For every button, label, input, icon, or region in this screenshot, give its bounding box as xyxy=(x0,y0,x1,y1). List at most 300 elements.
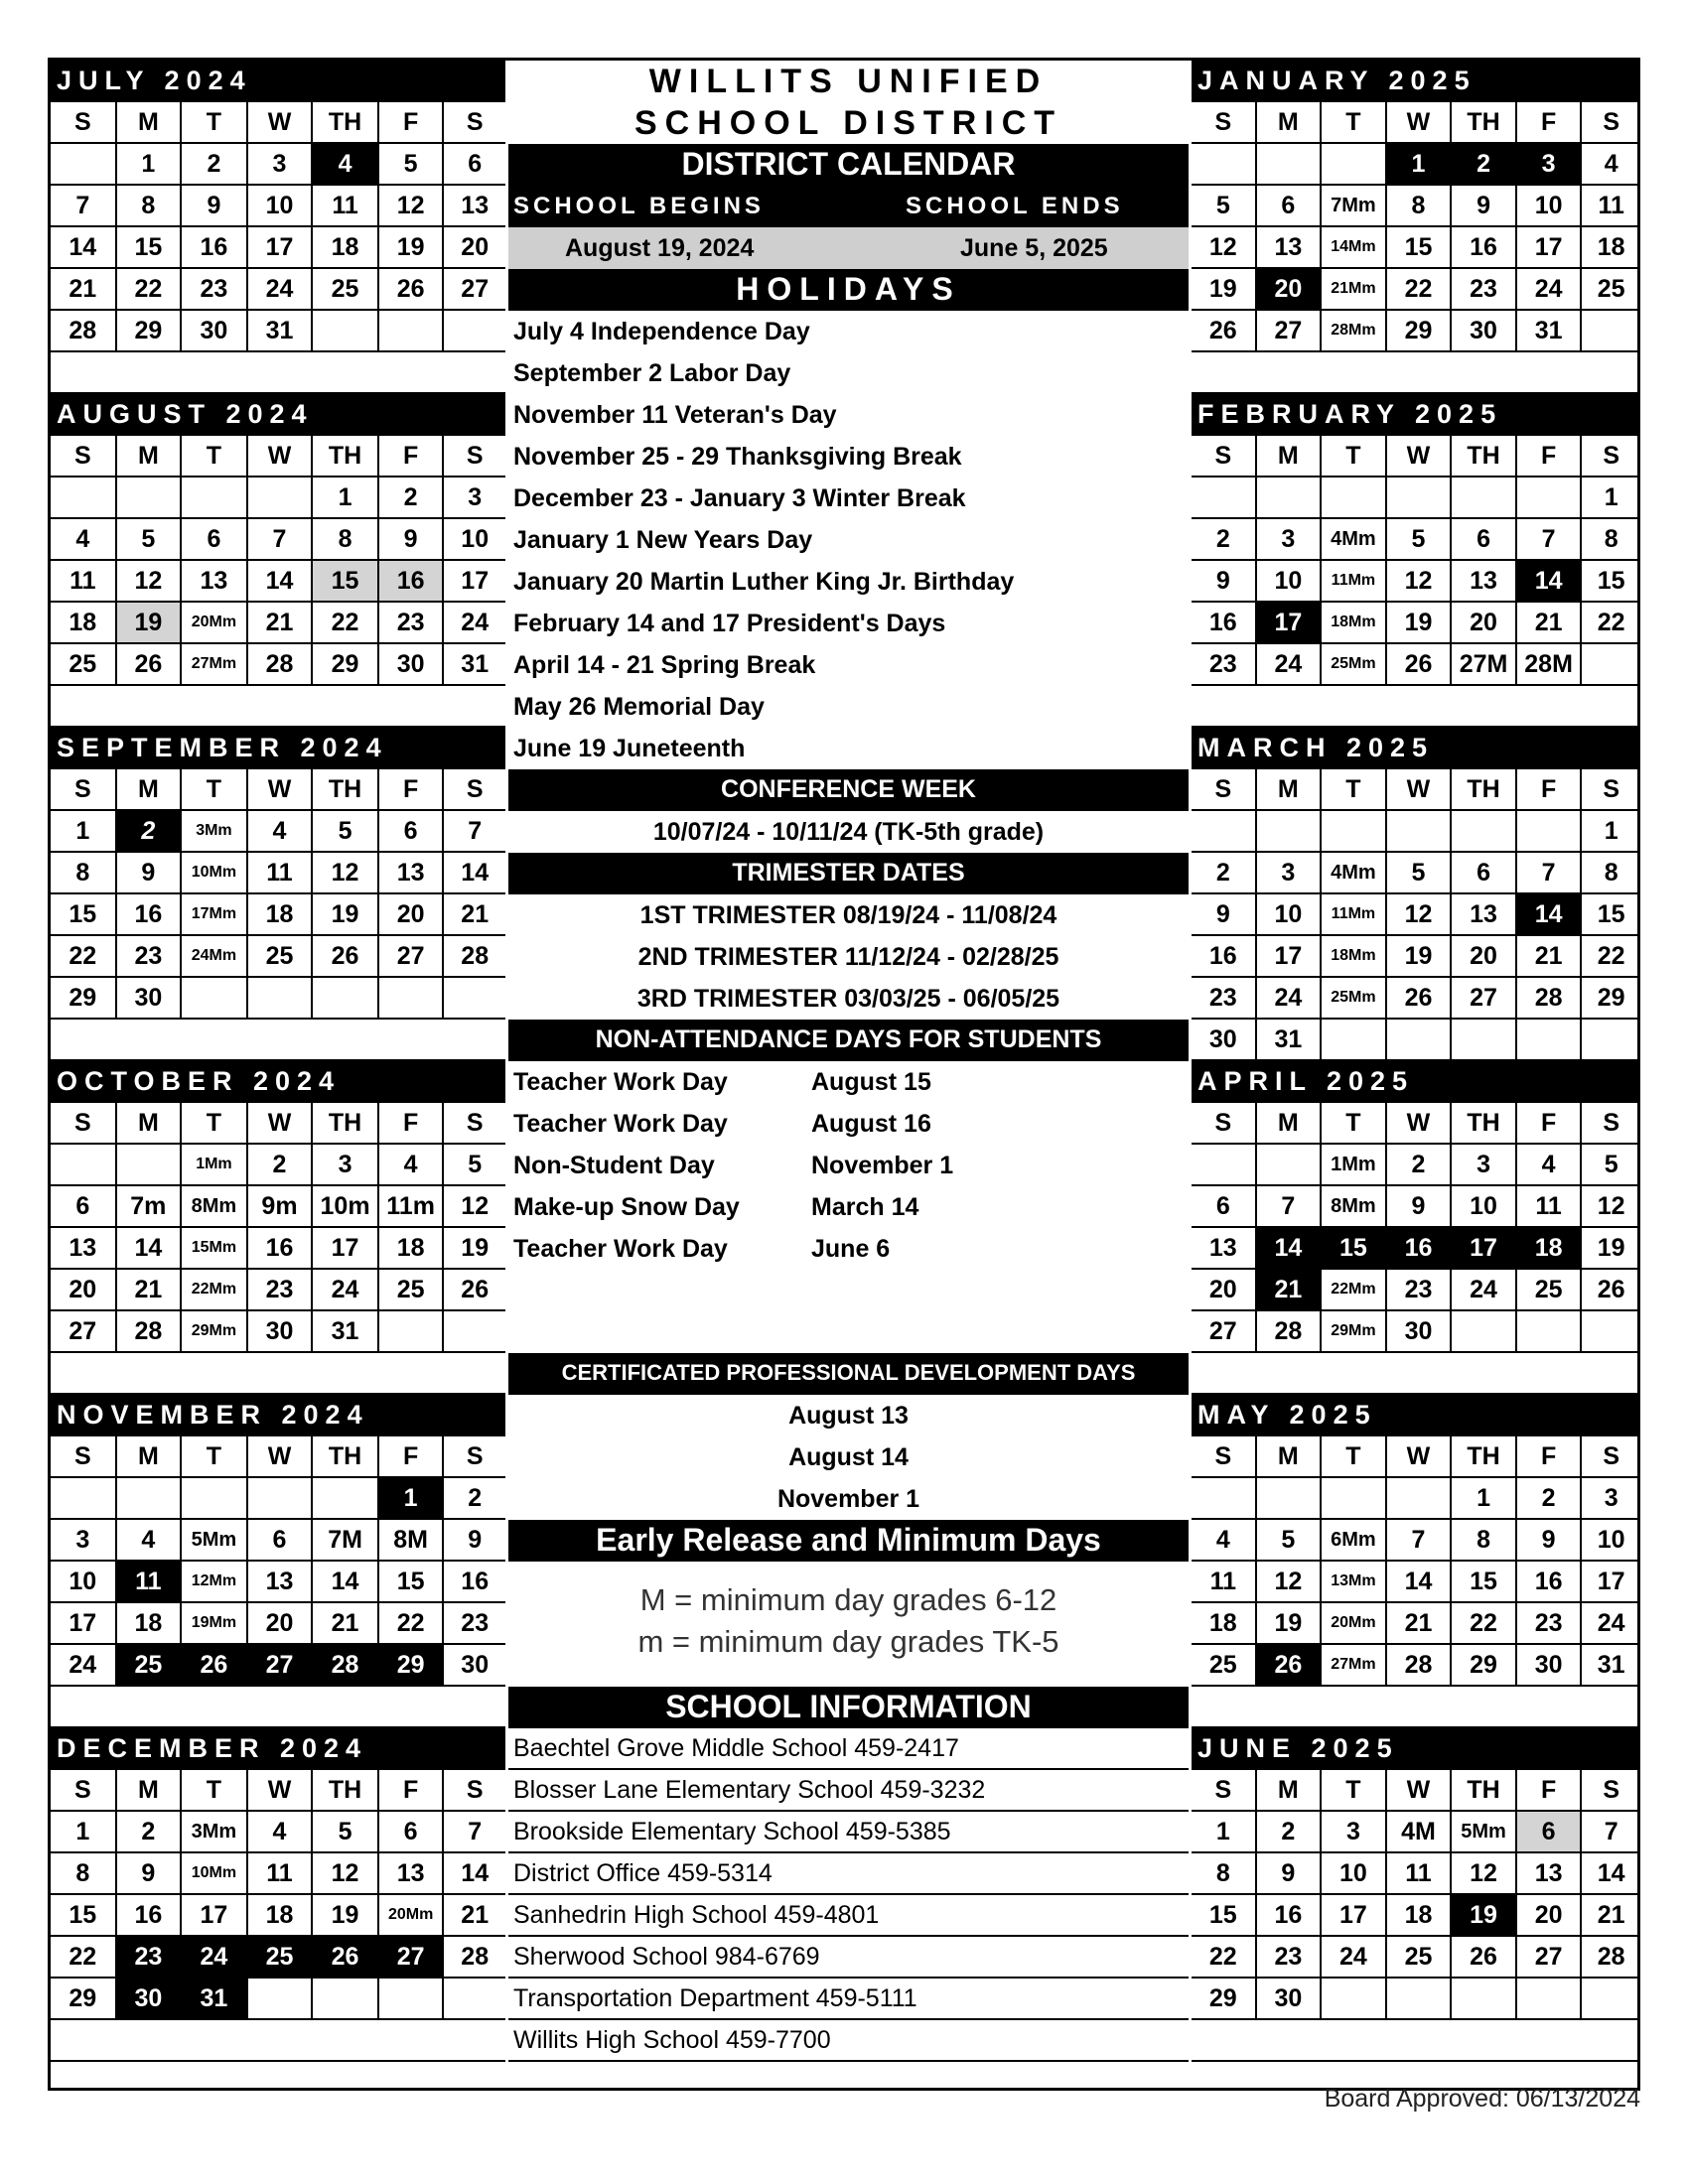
month-title: AUGUST 2024 xyxy=(51,394,505,436)
day-cell: 16 xyxy=(182,227,248,267)
week-row xyxy=(51,853,505,894)
day-cell: 19 xyxy=(313,1895,379,1935)
weekday-label: T xyxy=(182,1436,248,1476)
day-cell xyxy=(1322,144,1387,184)
day-cell: 30 xyxy=(117,1979,183,2018)
day-cell xyxy=(1257,144,1323,184)
day-cell: 17 xyxy=(1597,1567,1625,1595)
day-cell: 8 xyxy=(1387,186,1453,225)
day-cell: 28M xyxy=(1517,644,1583,684)
day-cell: 13 xyxy=(461,191,490,219)
day-cell xyxy=(1322,1979,1387,2018)
day-cell: 16 xyxy=(1517,1562,1583,1601)
school-info-item: Sanhedrin High School 459-4801 xyxy=(508,1895,1189,1937)
week-row xyxy=(51,519,505,561)
day-cell: 14 xyxy=(51,227,117,267)
day-cell: 7Mm xyxy=(1322,186,1387,225)
pd-day-item: August 13 xyxy=(788,1401,909,1430)
day-cell: 19 xyxy=(1597,1233,1625,1262)
school-info-item: Willits High School 459-7700 xyxy=(508,2020,1189,2062)
day-cell: 10 xyxy=(51,1562,117,1601)
day-cell: 7 xyxy=(1517,519,1583,559)
day-cell: 22 xyxy=(1452,1603,1517,1643)
day-cell: 8Mm xyxy=(182,1186,248,1226)
day-cell xyxy=(1192,811,1257,851)
month-spacer xyxy=(51,1687,505,1728)
week-row xyxy=(1192,1937,1640,1979)
day-cell: 13 xyxy=(182,561,248,601)
day-cell: 27Mm xyxy=(1322,1645,1387,1685)
day-cell: 4 xyxy=(313,144,379,184)
day-cell xyxy=(51,1478,117,1518)
day-cell: 19 xyxy=(117,603,183,642)
day-cell: 26 xyxy=(1387,978,1453,1018)
holidays-heading: HOLIDAYS xyxy=(508,269,1189,311)
day-cell: 3 xyxy=(1604,1483,1618,1512)
day-cell xyxy=(1257,478,1323,517)
weekday-label: S xyxy=(1603,1775,1620,1804)
day-cell: 27 xyxy=(1257,311,1323,350)
day-cell: 19 xyxy=(313,894,379,934)
day-cell: 19 xyxy=(1387,936,1453,976)
day-cell: 11 xyxy=(1192,1562,1257,1601)
month-spacer xyxy=(1192,686,1640,728)
school-dates-labels xyxy=(508,186,1189,227)
day-cell: 24 xyxy=(1257,978,1323,1018)
day-cell: 21 xyxy=(117,1270,183,1309)
weekday-label: TH xyxy=(313,1103,379,1143)
day-cell: 12 xyxy=(1257,1562,1323,1601)
weekday-label: M xyxy=(117,102,183,142)
day-cell: 26 xyxy=(313,1937,379,1977)
day-cell: 15 xyxy=(379,1562,445,1601)
week-row xyxy=(51,1812,505,1853)
weekday-label: M xyxy=(1257,769,1323,809)
day-cell: 16 xyxy=(1387,1228,1453,1268)
day-cell: 16 xyxy=(117,1895,183,1935)
holiday-item: November 25 - 29 Thanksgiving Break xyxy=(513,442,962,471)
day-cell: 9 xyxy=(1192,894,1257,934)
day-cell: 15 xyxy=(51,894,117,934)
day-cell: 14 xyxy=(1517,561,1583,601)
day-cell: 23 xyxy=(117,936,183,976)
day-cell: 17 xyxy=(1257,603,1323,642)
day-cell: 7 xyxy=(248,519,314,559)
holiday-item: November 11 Veteran's Day xyxy=(513,400,837,429)
day-cell: 24 xyxy=(461,608,490,636)
day-cell: 1 xyxy=(379,1478,445,1518)
day-cell: 4 xyxy=(1604,149,1618,178)
day-cell: 31 xyxy=(1517,311,1583,350)
week-row xyxy=(51,1895,505,1937)
week-row xyxy=(1192,811,1640,853)
day-cell: 28 xyxy=(1257,1311,1323,1351)
week-row xyxy=(1192,1145,1640,1186)
day-cell: 27 xyxy=(379,1937,445,1977)
day-cell xyxy=(1257,1145,1323,1184)
holiday-item: July 4 Independence Day xyxy=(513,317,810,345)
week-row xyxy=(1192,1645,1640,1687)
week-row xyxy=(51,1311,505,1353)
day-cell: 2 xyxy=(1387,1145,1453,1184)
day-cell: 15 xyxy=(51,1895,117,1935)
day-cell: 3 xyxy=(1517,144,1583,184)
board-approved-note: Board Approved: 06/13/2024 xyxy=(1324,2085,1640,2113)
weekday-label: M xyxy=(1257,436,1323,476)
day-cell: 12Mm xyxy=(182,1562,248,1601)
day-cell: 17 xyxy=(51,1603,117,1643)
weekday-label: W xyxy=(248,769,314,809)
holiday-item: December 23 - January 3 Winter Break xyxy=(513,483,966,512)
day-cell xyxy=(1387,1979,1453,2018)
month-spacer xyxy=(1192,2020,1640,2062)
week-row xyxy=(1192,144,1640,186)
day-cell: 21 xyxy=(1597,1900,1625,1929)
day-cell: 3 xyxy=(468,482,483,511)
day-cell: 26 xyxy=(313,936,379,976)
weekday-label: TH xyxy=(1452,1436,1517,1476)
day-cell: 24 xyxy=(1322,1937,1387,1977)
day-cell: 2 xyxy=(1257,1812,1323,1851)
day-cell: 14 xyxy=(313,1562,379,1601)
week-row xyxy=(51,311,505,352)
week-row xyxy=(1192,311,1640,352)
month-title: MARCH 2025 xyxy=(1192,728,1640,769)
week-row xyxy=(51,227,505,269)
weekday-label: M xyxy=(1257,1103,1323,1143)
day-cell: 27 xyxy=(248,1645,314,1685)
day-cell: 4 xyxy=(248,1812,314,1851)
day-cell: 6 xyxy=(468,149,483,178)
day-cell: 30 xyxy=(1387,1311,1453,1351)
day-cell: 23 xyxy=(1387,1270,1453,1309)
day-cell xyxy=(379,978,445,1018)
day-cell: 20Mm xyxy=(182,603,248,642)
day-cell: 22 xyxy=(51,936,117,976)
day-cell: 29Mm xyxy=(1322,1311,1387,1351)
day-cell xyxy=(1452,811,1517,851)
weekday-label: S xyxy=(1603,441,1620,470)
day-cell: 19 xyxy=(1192,269,1257,309)
day-cell: 14 xyxy=(117,1228,183,1268)
month-spacer xyxy=(1192,1687,1640,1728)
day-cell: 14 xyxy=(248,561,314,601)
day-cell: 21 xyxy=(1257,1270,1323,1309)
week-row xyxy=(1192,561,1640,603)
non-attendance-item xyxy=(508,1228,1189,1270)
day-cell: 28 xyxy=(461,1942,490,1971)
day-cell: 20 xyxy=(1257,269,1323,309)
weekday-label: M xyxy=(117,1436,183,1476)
school-info-item: Sherwood School 984-6769 xyxy=(508,1937,1189,1979)
day-cell: 12 xyxy=(1192,227,1257,267)
day-cell: 3 xyxy=(1257,853,1323,892)
week-row xyxy=(1192,936,1640,978)
weekday-label: M xyxy=(117,1770,183,1810)
day-cell: 18 xyxy=(248,894,314,934)
day-cell: 6 xyxy=(379,1812,445,1851)
non-attendance-item xyxy=(508,1145,1189,1186)
weekday-label: S xyxy=(466,1441,484,1470)
weekday-label: W xyxy=(1387,1103,1453,1143)
week-row xyxy=(51,144,505,186)
day-cell: 29 xyxy=(1452,1645,1517,1685)
day-cell: 13 xyxy=(1452,561,1517,601)
day-cell: 19 xyxy=(379,227,445,267)
week-row xyxy=(1192,1478,1640,1520)
day-cell: 23 xyxy=(182,269,248,309)
day-cell: 18 xyxy=(1597,232,1625,261)
day-cell: 11Mm xyxy=(1322,894,1387,934)
day-cell: 23 xyxy=(1192,978,1257,1018)
day-cell xyxy=(248,478,314,517)
day-cell xyxy=(1387,478,1453,517)
weekday-header xyxy=(51,769,505,811)
trimester-item: 1ST TRIMESTER 08/19/24 - 11/08/24 xyxy=(639,900,1057,929)
day-cell: 12 xyxy=(117,561,183,601)
day-cell: 11 xyxy=(1598,191,1624,219)
day-cell: 5 xyxy=(313,811,379,851)
day-cell xyxy=(182,978,248,1018)
day-cell: 27 xyxy=(1192,1311,1257,1351)
day-cell: 11 xyxy=(1387,1853,1453,1893)
day-cell: 16 xyxy=(379,561,445,601)
day-cell: 22 xyxy=(1387,269,1453,309)
non-attendance-heading: NON-ATTENDANCE DAYS FOR STUDENTS xyxy=(508,1020,1189,1061)
month-spacer xyxy=(51,352,505,394)
day-cell: 5Mm xyxy=(1452,1812,1517,1851)
day-cell xyxy=(313,978,379,1018)
month-title: NOVEMBER 2024 xyxy=(51,1395,505,1436)
day-cell: 11 xyxy=(313,186,379,225)
day-cell: 27 xyxy=(51,1311,117,1351)
day-cell xyxy=(1322,811,1387,851)
week-row xyxy=(51,186,505,227)
day-cell: 14 xyxy=(1257,1228,1323,1268)
weekday-label: F xyxy=(379,436,445,476)
pd-day-item: November 1 xyxy=(776,1484,920,1513)
day-cell: 23 xyxy=(379,603,445,642)
week-row xyxy=(51,644,505,686)
day-cell: 18 xyxy=(248,1895,314,1935)
day-cell: 18 xyxy=(51,603,117,642)
day-cell: 22 xyxy=(379,1603,445,1643)
day-cell: 15 xyxy=(313,561,379,601)
day-cell: 4M xyxy=(1387,1812,1453,1851)
day-cell xyxy=(1582,644,1640,684)
weekday-label: S xyxy=(466,107,484,136)
week-row xyxy=(1192,186,1640,227)
day-cell: 29 xyxy=(51,1979,117,2018)
month-title: JANUARY 2025 xyxy=(1192,61,1640,102)
weekday-label: F xyxy=(379,1103,445,1143)
day-cell: 11 xyxy=(1517,1186,1583,1226)
weekday-label: S xyxy=(466,1108,484,1137)
district-title-line1: WILLITS UNIFIED xyxy=(648,62,1049,100)
day-cell xyxy=(117,1145,183,1184)
day-cell xyxy=(1322,1478,1387,1518)
day-cell: 18 xyxy=(1387,1895,1453,1935)
weekday-label: F xyxy=(1517,436,1583,476)
day-cell: 12 xyxy=(1452,1853,1517,1893)
week-row xyxy=(51,811,505,853)
day-cell: 26 xyxy=(182,1645,248,1685)
day-cell: 15 xyxy=(1597,566,1625,595)
day-cell: 12 xyxy=(313,1853,379,1893)
day-cell: 1 xyxy=(313,478,379,517)
day-cell: 1 xyxy=(117,144,183,184)
day-cell: 20 xyxy=(379,894,445,934)
trimester-item: 3RD TRIMESTER 03/03/25 - 06/05/25 xyxy=(636,984,1060,1013)
day-cell: 12 xyxy=(1387,894,1453,934)
day-cell: 20Mm xyxy=(379,1895,445,1935)
day-cell: 26 xyxy=(1387,644,1453,684)
day-cell: 1 xyxy=(1387,144,1453,184)
day-cell: 5 xyxy=(1604,1150,1618,1178)
weekday-label: S xyxy=(1192,436,1257,476)
day-cell: 1Mm xyxy=(1322,1145,1387,1184)
non-attendance-item xyxy=(508,1103,1189,1145)
day-cell: 19Mm xyxy=(182,1603,248,1643)
day-cell: 27M xyxy=(1452,644,1517,684)
day-cell: 10 xyxy=(1452,1186,1517,1226)
day-cell: 3Mm xyxy=(182,1812,248,1851)
day-cell: 12 xyxy=(1387,561,1453,601)
day-cell: 6 xyxy=(248,1520,314,1560)
non-attendance-label: Make-up Snow Day xyxy=(513,1192,740,1221)
weekday-label: S xyxy=(51,436,117,476)
day-cell xyxy=(1257,811,1323,851)
weekday-label: S xyxy=(1603,1108,1620,1137)
week-row xyxy=(51,269,505,311)
day-cell xyxy=(1192,1478,1257,1518)
day-cell: 11 xyxy=(117,1562,183,1601)
day-cell: 25 xyxy=(379,1270,445,1309)
week-row xyxy=(1192,1228,1640,1270)
day-cell: 22 xyxy=(1192,1937,1257,1977)
day-cell: 25 xyxy=(1517,1270,1583,1309)
day-cell: 16 xyxy=(248,1228,314,1268)
holiday-item: January 20 Martin Luther King Jr. Birthday xyxy=(513,567,1015,596)
weekday-label: W xyxy=(248,102,314,142)
weekday-label: S xyxy=(1603,107,1620,136)
day-cell: 22 xyxy=(51,1937,117,1977)
day-cell: 22 xyxy=(1597,941,1625,970)
day-cell: 1Mm xyxy=(182,1145,248,1184)
weekday-label: S xyxy=(466,774,484,803)
day-cell: 23 xyxy=(461,1608,490,1637)
school-ends-label: SCHOOL ENDS xyxy=(906,193,1124,219)
week-row xyxy=(1192,1895,1640,1937)
day-cell xyxy=(1452,1311,1517,1351)
day-cell: 30 xyxy=(182,311,248,350)
day-cell: 20 xyxy=(1192,1270,1257,1309)
day-cell: 8 xyxy=(51,853,117,892)
day-cell: 10 xyxy=(1517,186,1583,225)
day-cell: 27 xyxy=(1452,978,1517,1018)
day-cell: 1 xyxy=(1604,816,1618,845)
day-cell: 11Mm xyxy=(1322,561,1387,601)
day-cell xyxy=(313,1979,379,2018)
day-cell: 5 xyxy=(313,1812,379,1851)
day-cell: 8 xyxy=(117,186,183,225)
day-cell: 9 xyxy=(1452,186,1517,225)
day-cell xyxy=(1387,1478,1453,1518)
day-cell xyxy=(117,478,183,517)
month-spacer xyxy=(51,686,505,728)
day-cell: 2 xyxy=(1517,1478,1583,1518)
day-cell: 21 xyxy=(1517,603,1583,642)
day-cell: 21 xyxy=(461,1900,490,1929)
day-cell: 2 xyxy=(1452,144,1517,184)
day-cell: 15 xyxy=(117,227,183,267)
day-cell: 6Mm xyxy=(1322,1520,1387,1560)
day-cell: 22 xyxy=(117,269,183,309)
day-cell: 5 xyxy=(1387,519,1453,559)
day-cell: 13 xyxy=(379,1853,445,1893)
day-cell: 5Mm xyxy=(182,1520,248,1560)
weekday-label: S xyxy=(1192,1103,1257,1143)
weekday-label: F xyxy=(1517,1103,1583,1143)
school-info-item: District Office 459-5314 xyxy=(508,1853,1189,1895)
day-cell: 13 xyxy=(379,853,445,892)
day-cell: 7 xyxy=(1604,1817,1618,1845)
day-cell: 28 xyxy=(1387,1645,1453,1685)
school-info-item: Baechtel Grove Middle School 459-2417 xyxy=(508,1728,1189,1770)
day-cell xyxy=(444,978,505,1018)
day-cell: 4Mm xyxy=(1322,853,1387,892)
day-cell: 26 xyxy=(1192,311,1257,350)
day-cell: 10Mm xyxy=(182,853,248,892)
day-cell: 18Mm xyxy=(1322,603,1387,642)
day-cell: 25 xyxy=(1597,274,1625,303)
weekday-label: S xyxy=(51,1436,117,1476)
day-cell: 22 xyxy=(313,603,379,642)
day-cell: 6 xyxy=(1452,853,1517,892)
weekday-label: M xyxy=(1257,1436,1323,1476)
day-cell: 14 xyxy=(1597,1858,1625,1887)
day-cell: 7 xyxy=(1517,853,1583,892)
week-row xyxy=(51,1853,505,1895)
day-cell xyxy=(1452,1020,1517,1059)
day-cell: 21 xyxy=(51,269,117,309)
weekday-label: T xyxy=(182,102,248,142)
day-cell: 17 xyxy=(248,227,314,267)
day-cell: 11 xyxy=(248,853,314,892)
weekday-label: S xyxy=(51,1770,117,1810)
day-cell: 20 xyxy=(248,1603,314,1643)
day-cell: 7 xyxy=(468,1817,483,1845)
week-row xyxy=(1192,978,1640,1020)
week-row xyxy=(51,978,505,1020)
day-cell: 8M xyxy=(379,1520,445,1560)
day-cell: 21 xyxy=(313,1603,379,1643)
day-cell xyxy=(182,478,248,517)
weekday-label: S xyxy=(1603,774,1620,803)
day-cell: 13 xyxy=(248,1562,314,1601)
day-cell: 29 xyxy=(313,644,379,684)
trimester-item: 2ND TRIMESTER 11/12/24 - 02/28/25 xyxy=(637,942,1059,971)
month-title: MAY 2025 xyxy=(1192,1395,1640,1436)
day-cell: 20 xyxy=(1452,936,1517,976)
day-cell: 10 xyxy=(1257,561,1323,601)
day-cell: 21 xyxy=(1517,936,1583,976)
day-cell xyxy=(1322,478,1387,517)
week-row xyxy=(51,1979,505,2020)
day-cell: 18 xyxy=(117,1603,183,1643)
day-cell: 22Mm xyxy=(182,1270,248,1309)
weekday-header xyxy=(1192,769,1640,811)
